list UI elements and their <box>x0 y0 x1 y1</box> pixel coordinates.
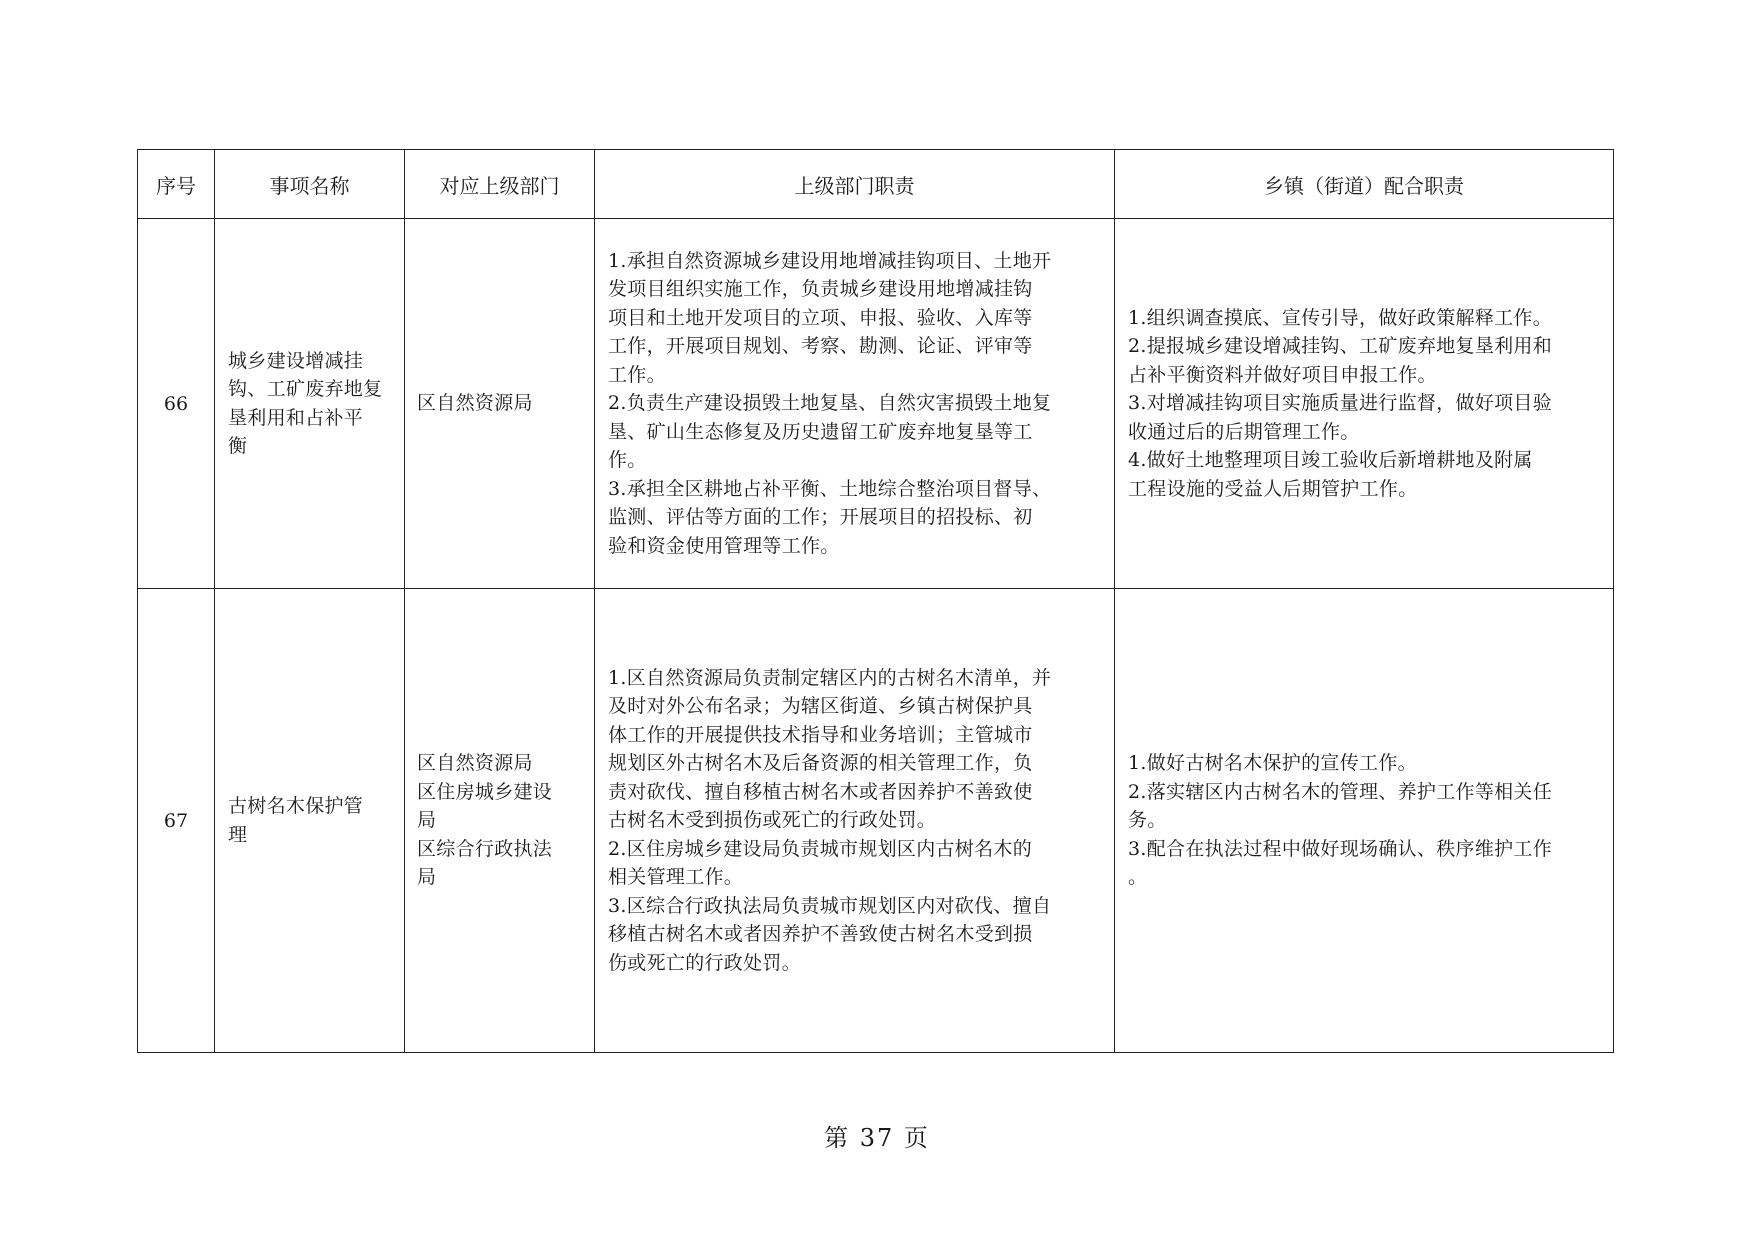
header-item-name: 事项名称 <box>215 150 405 219</box>
header-superior-duty: 上级部门职责 <box>595 150 1115 219</box>
row-coop-cell <box>1115 589 1614 1053</box>
row-serial: 66 <box>138 219 215 589</box>
row-township-duty: 1.组织调查摸底、宣传引导，做好政策解释工作。 2.提报城乡建设增减挂钩、工矿废弃地复垦利用和 占补平衡资料并做好项目申报工作。 3.对增减挂钩项目实施质量进行监督，做好项目验 收通过后的后期管理工作。 4.做好土地整理项目竣工验收后新增耕地及附属 工程设施的受益人后期管护工作。 <box>1128 306 1553 500</box>
row-duty-cell <box>595 589 1115 1053</box>
header-township-duty: 乡镇（街道）配合职责 <box>1115 150 1614 219</box>
row-superior-duty: 1.承担自然资源城乡建设用地增减挂钩项目、土地开 发项目组织实施工作，负责城乡建设用地增减挂钩 项目和土地开发项目的立项、申报、验收、入库等 工作，开展项目规划、考察、勘测、论证、评审等 工作。 2.负责生产建设损毁土地复垦、自然灾害损毁土地复 垦、矿山生态修复及历史遗留工矿废弃地复垦等工 作。 3.承担全区耕地占补平衡、土地综合整治项目督导、 监测、评估等方面的工作；开展项目的招投标、初 验和资金使用管理等工作。 <box>608 249 1052 557</box>
table-row <box>138 219 1614 589</box>
row-item-name-cell <box>215 589 405 1053</box>
row-serial: 67 <box>138 589 215 1053</box>
table-header-row <box>138 150 1614 219</box>
row-duty-cell <box>595 219 1115 589</box>
page-number: 第 37 页 <box>824 1124 930 1152</box>
row-item-name: 城乡建设增减挂 钩、工矿废弃地复 垦利用和占补平 衡 <box>228 349 383 457</box>
header-superior-dept: 对应上级部门 <box>405 150 595 219</box>
row-township-duty: 1.做好古树名木保护的宣传工作。 2.落实辖区内古树名木的管理、养护工作等相关任 务。 3.配合在执法过程中做好现场确认、秩序维护工作 。 <box>1128 752 1553 889</box>
row-superior-dept: 区自然资源局 <box>417 392 533 415</box>
header-serial: 序号 <box>138 150 215 219</box>
row-dept-cell <box>405 589 595 1053</box>
row-coop-cell <box>1115 219 1614 589</box>
table-row <box>138 589 1614 1053</box>
row-superior-dept: 区自然资源局 区住房城乡建设 局 区综合行政执法 局 <box>417 752 553 889</box>
row-item-name: 古树名木保护管 理 <box>228 795 364 846</box>
row-item-name-cell <box>215 219 405 589</box>
responsibility-table <box>137 149 1614 1053</box>
row-superior-duty: 1.区自然资源局负责制定辖区内的古树名木清单，并 及时对外公布名录；为辖区街道、乡镇古树保护具 体工作的开展提供技术指导和业务培训；主管城市 规划区外古树名木及后备资源的相关管理工作，负 责对砍伐、擅自移植古树名木或者因养护不善致使 古树名木受到损伤或死亡的行政处罚。 2.区住房城乡建设局负责城市规划区内古树名木的 相关管理工作。 3.区综合行政执法局负责城市规划区内对砍伐、擅自 移植古树名木或者因养护不善致使古树名木受到损 伤或死亡的行政处罚。 <box>608 666 1052 974</box>
row-dept-cell <box>405 219 595 589</box>
